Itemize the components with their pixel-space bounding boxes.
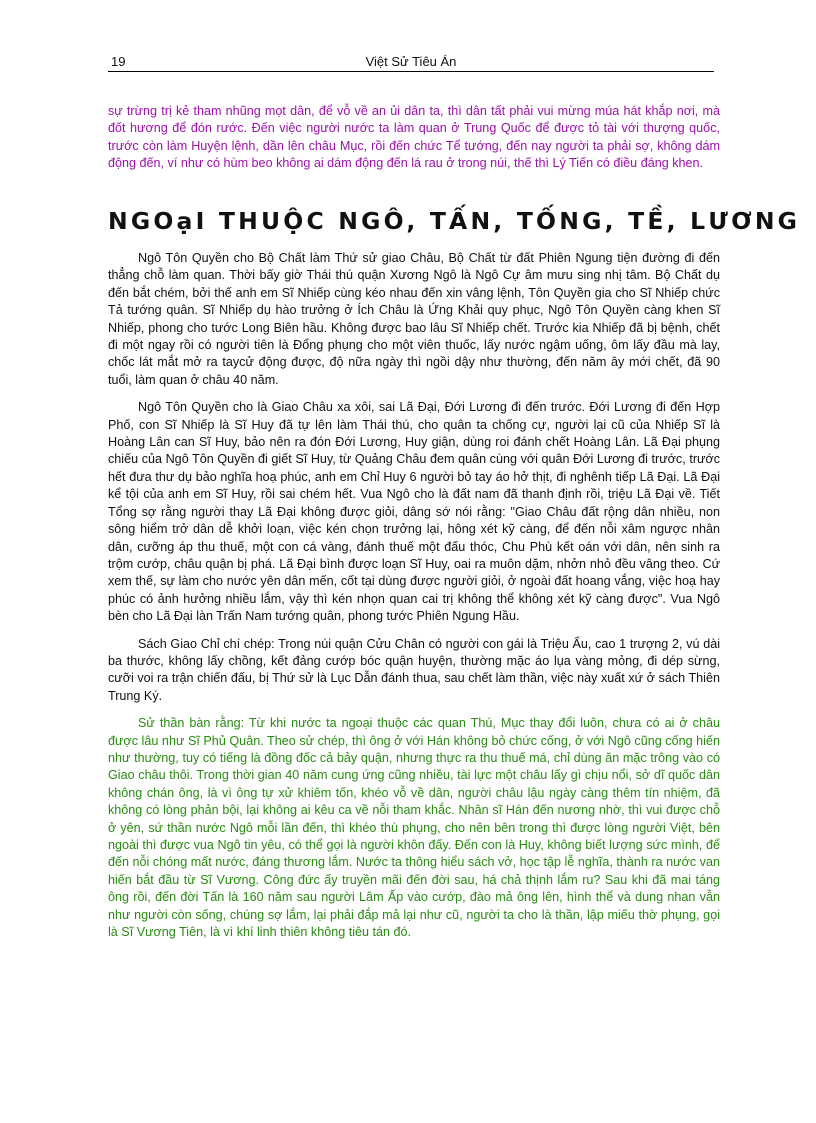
header-rule	[108, 71, 714, 72]
paragraph-2: Ngô Tôn Quyền cho là Giao Châu xa xôi, sai Lã Đại, Đới Lương đi đến trước. Đới Lương đi đến Hợp Phố, con Sĩ Nhiếp là Sĩ Huy đã tự lên làm Thái thú, cho quân ta chống cự, người lại cũ của Nhiếp Sĩ là Hoàng Lân can Sĩ Huy, bảo nên ra đón Đới Lương, Huy giận, dùng roi đánh chết Hoàng Lân. Lã Đại phụng chiếu của Ngô Tôn Quyền đi giết Sĩ Huy, từ Quảng Châu đem quân cùng với quân Đới Lương đi trước, trước hết đưa thư dụ bảo nghĩa hoạ phúc, anh em Chỉ Huy 6 người bỏ tay áo hở thịt, đi nghênh tiếp Lã Đại. Lã Đại kể tội của anh em Sĩ Huy, rồi sai chém hết. Vua Ngô cho là đất nam đã thanh định rồi, triệu Lã Đại về. Tiết Tổng sợ rằng người thay Lã Đại không được giỏi, dâng sớ nói rằng: "Giao Châu đất rộng dân nhiều, non sông hiểm trở dân dễ khởi loạn, việc kén chọn trưởng lại, hông xét kỹ càng, để đến nỗi xâm ngược nhân dân, cưỡng áp thu thuế, một con cá vàng, đánh thuế một đấu thóc, Chu Phù kết oán với dân, nên sinh ra trộm cướp, châu quận bị phá. Lã Đại bình được loạn Sĩ Huy, oai ra muôn dặm, nhởn nhỏ đều vâng theo. Cứ xem thế, sự làm cho nước yên dân mến, cốt tại dùng được người giỏi, ở ngoài đất hoang vắng, việc hoạ hay phúc có ảnh hưởng nhiều lắm, vậy thì kén nhọn quan cai trị không thể không xét kỹ càng được". Vua Ngô bèn cho Lã Đại làn Trấn Nam tướng quân, phong tước Phiên Ngung Hầu.	[108, 400, 720, 624]
page-number: 19	[111, 54, 126, 69]
page-header	[108, 52, 714, 72]
historian-commentary: Sử thần bàn rằng: Từ khi nước ta ngoại thuộc các quan Thú, Mục thay đổi luôn, chưa có ai ở châu được lâu như Sĩ Phủ Quân. Theo sử chép, thì ông ở với Hán không bỏ chức cống, ở với Ngô cũng cống hiến như thường, tuy có tiếng là đồng đốc cả bảy quận, nhưng thực ra thu thuế má, chỉ dùng ăn mặc trông vào có Giao châu thôi. Trong thời gian 40 năm cung ứng cũng nhiều, tài lực một châu lấy gì chịu nổi, sở dĩ quốc dân không chán ông, là vì ông tự xử khiêm tốn, khéo vỗ về dân, người châu lậu ngày càng thêm tín nhiệm, đã không có lòng phản bội, lại không ai kêu ca về nỗi tham khắc. Nhân sĩ Hán đến nương nhờ, thì vui được chỗ ở yên, sứ thần nước Ngô mỗi lần đến, thì khéo thù phụng, cho nên bên trong thì được lòng người Việt, bên ngoài thì được vua Ngô tin yêu, có thể gọi là người khôn đấy. Đến con là Huy, không biết lượng sức mình, để đến nỗi chóng mất nước, đáng thương lắm. Nước ta thông hiểu sách vở, học tập lễ nghĩa, thành ra nước van hiến bắt đầu từ Sĩ Vương. Công đức ấy truyền mãi đến đời sau, há chả thịnh lắm ru? Sau khi đã mai táng ông rồi, đến đời Tấn là 160 năm sau người Lâm Ấp vào cướp, đào mả ông lên, hình thể và dung nhan vẫn như người còn sống, chúng sợ lắm, lại phải đắp mả lại như cũ, người ta cho là thần, lập miếu thờ phụng, gọi là Sĩ Vương Tiên, là vì khí linh thiên không tiêu tán đó.	[108, 716, 720, 940]
paragraph-3: Sách Giao Chỉ chí chép: Trong núi quận Cửu Chân có người con gái là Triệu Ẩu, cao 1 trượng 2, vú dài ba thước, không lấy chồng, kết đảng cướp bóc quận huyện, thường mặc áo lụa vàng mỏng, đi dép sừng, cưỡi voi ra trận chiến đấu, bị Thứ sử là Lục Dẫn đánh thua, sau chết làm thần, việc này xuất xứ ở sách Thiên Trung Ký.	[108, 636, 720, 703]
intro-paragraph: sự trừng trị kẻ tham nhũng mọt dân, để vỗ về an ủi dân ta, thì dân tất phải vui mừng múa hát khắp nơi, mà đốt hương để đón rước. Đến việc người nước ta làm quan ở Trung Quốc để được tỏ tài với thượng quốc, trước còn làm Huyện lệnh, dần lên châu Mục, rồi đến chức Tể tướng, đến nay người ta phải sợ, không dám động đến, ví như có hùm beo không ai dám động đến lá rau ở trong núi, thế thì Lý Tiến có điều đáng khen.	[108, 104, 720, 171]
section-title: NGOạI THUỘC NGÔ, TẤN, TỐNG, TỀ, LƯƠNG	[108, 207, 801, 235]
running-title: Việt Sử Tiêu Án	[365, 54, 457, 69]
paragraph-1: Ngô Tôn Quyền cho Bộ Chất làm Thứ sử giao Châu, Bộ Chất từ đất Phiên Ngung tiện đường đi đến thẳng chỗ làm quan. Thời bấy giờ Thái thú quận Xương Ngô là Ngô Cự âm mưu sing nhị tâm. Bộ Chất dụ đến bắt chém, bởi thế anh em Sĩ Nhiếp cùng kéo nhau đến xin vâng lệnh, Tôn Quyền gia cho Sĩ Nhiếp chức Tả tướng quân. Sĩ Nhiếp dụ hào trưởng ở Ích Châu là Ứng Khải quy phục, Ngô Tôn Quyền càng khen Sĩ Nhiếp, phong cho tước Long Biên hầu. Không được bao lâu Sĩ Nhiếp chết. Trước kia Nhiếp đã bị bệnh, chết đi một ngay rồi có người tiên là Đổng phụng cho một viên thuốc, lấy nước ngậm uống, ôm lấy đầu mà lay, chốc lát mắt mở ra taycử động được, độ nữa ngày thì ngồi dậy như thường, đến năm ây mới chết, đã 90 tuổi, làm quan ở châu 40 năm.	[108, 251, 720, 387]
body-text	[108, 250, 720, 951]
